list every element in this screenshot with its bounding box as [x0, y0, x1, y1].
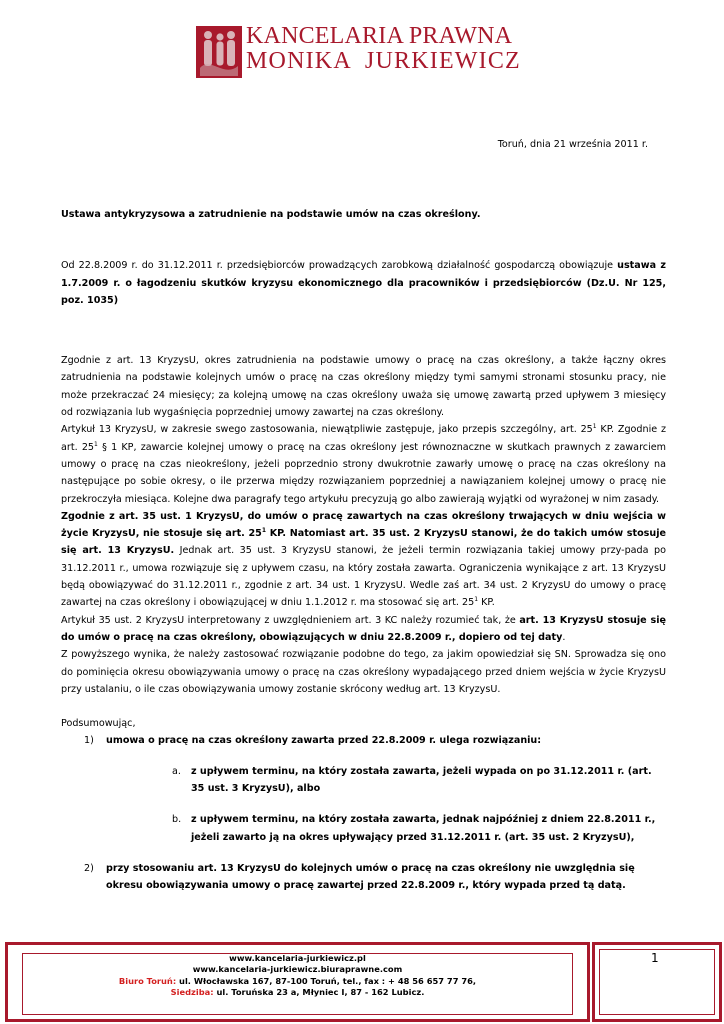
footer-office: Biuro Toruń: ul. Włocławska 167, 87-100 Toruń, tel., fax : + 48 56 657 77 76, — [118, 975, 477, 986]
list-item: 2) przy stosowaniu art. 13 KryzysU do kolejnych umów o pracę na czas określony nie uwzględnia się okresu obowiązywania umowy o pracę zawartej przed 22.8.2009 r., który wypada przed tą datą. — [84, 862, 635, 892]
paragraph-art35: Zgodnie z art. 35 ust. 1 KryzysU, do umów o pracę zawartych na czas określony trwających w dniu wejścia w życie KryzysU, nie stosuje się art. $25^1$ KP. Natomiast art. 35 ust. 2 KryzysU stanowi, że do takich umów stosuje się art. 13 KryzysU. Jednak art. 35 ust. 3 KryzysU stanowi, że jeżeli termin rozwiązania takiej umowy przy-pada po 31.12.2011 r., umowa rozwiązuje się z upływem czasu, na który została zawarta. Ograniczenia wynikające z art. 13 KryzysU będą obowiązywać do 31.12.2011 r., zgodnie z art. 34 ust. 1 KryzysU. Wedle zaś art. 34 ust. 2 KryzysU do umowy o pracę zawartej na czas określony i obowiązującej w dniu 1.1.2012 r. ma stosować się art. $25^1$ KP. — [61, 510, 667, 609]
document-title: Ustawa antykryzysowa a zatrudnienie na podstawie umów na czas określony. — [61, 209, 481, 220]
footer-website-2[interactable]: www.kancelaria-jurkiewicz.biuraprawne.com — [192, 964, 403, 975]
summary-list — [61, 732, 666, 894]
paragraph-art13: Zgodnie z art. 13 KryzysU, okres zatrudnienia na podstawie umowy o pracę na czas określony, a także łączny okres zatrudnienia na podstawie kolejnych umów o pracę na czas określony między tymi samymi stronami stosunku pracy, nie może przekraczać 24 miesięcy; za kolejną umowę na czas określony uważa się umowę zawartą przed upływem 3 miesięcy od rozwiązania lub wygaśnięcia poprzedniej umowy zawartej na czas określony. — [61, 355, 666, 419]
page-number: 1 — [651, 951, 659, 965]
paragraph-interpretation: Artykuł 35 ust. 2 KryzysU interpretowany z uwzględnieniem art. 3 KC należy rozumieć tak, że art. 13 KryzysU stosuje się do umów o pracę na czas określony, obowiązujących w dniu 22.8.2009 r., dopiero od tej daty. — [61, 614, 666, 643]
list-item: 1) umowa o pracę na czas określony zawarta przed 22.8.2009 r. ulega rozwiązaniu: a. z upływem terminu, na który została zawarta, jeżeli wypada on po 31.12.2011 r. (art. 35 ust. 3 KryzysU), albo b. z upływem terminu, na który została zawarta, jednak najpóźniej z dniem 22.8.2011 r., jeżeli zawarto ją na okres upływający przed 31.12.2011 r. (art. 35 ust. 2 KryzysU), — [61, 732, 666, 845]
footer-seat: Siedziba: ul. Toruńska 23 a, Młyniec I, 87 - 162 Lubicz. — [170, 987, 425, 998]
logo-line-1: KANCELARIA PRAWNA — [246, 23, 513, 49]
paragraph-conclusion: Z powyższego wynika, że należy zastosować rozwiązanie podobne do tego, za jakim opowiedział się SN. Sprowadza się ono do pominięcia okresu obowiązywania umowy o pracę na czas określony wypadającego przed dniem wejścia w życie KryzysU przy ustalaniu, o ile czas obowiązywania umowy zostanie skrócony według art. 13 KryzysU. — [61, 649, 666, 695]
footer-contact — [8, 953, 587, 999]
paragraph-intro: Od 22.8.2009 r. do 31.12.2011 r. przedsiębiorców prowadzących zarobkową działalność gospodarczą obowiązuje ustawa z 1.7.2009 r. o łagodzeniu skutków kryzysu ekonomicznego dla pracowników i przedsiębiorców (Dz.U. Nr 125, poz. 1035) — [61, 260, 666, 306]
people-figures-icon — [204, 31, 235, 66]
logo-wordmark — [246, 24, 521, 74]
list-subitem: b. z upływem terminu, na który została zawarta, jednak najpóźniej z dniem 22.8.2011 r., jeżeli zawarto ją na okres upływający przed 31.12.2011 r. (art. 35 ust. 2 KryzysU), — [172, 814, 656, 843]
footer-box — [5, 942, 590, 1022]
list-subitem: a. z upływem terminu, na który została zawarta, jeżeli wypada on po 31.12.2011 r. (art. 35 ust. 3 KryzysU), albo — [172, 765, 652, 795]
paragraph-art25: Artykuł 13 KryzysU, w zakresie swego zastosowania, niewątpliwie zastępuje, jako przepis szczególny, art. $25^1$ KP. Zgodnie z art. $25^1$ § 1 KP, zawarcie kolejnej umowy o pracę na czas określony jest równoznaczne w skutkach prawnych z zawarciem umowy o pracę na czas nieokreślony, jeżeli poprzednio strony dwukrotnie zawarły umowę o pracę na czas określony na następujące po sobie okresy, o ile przerwa między rozwiązaniem poprzedniej a nawiązaniem kolejnej umowy o pracę nie przekroczyła miesiąca. Kolejne dwa paragrafy tego artykułu precyzują go albo zawierają wyjątki od wyrażonej w nim zasady. — [61, 423, 666, 505]
document-date: Toruń, dnia 21 września 2011 r. — [497, 139, 648, 150]
page-number-box — [592, 942, 722, 1022]
summary-intro: Podsumowując, — [61, 718, 136, 730]
document-body — [61, 206, 666, 895]
footer-website-1[interactable]: www.kancelaria-jurkiewicz.pl — [229, 953, 366, 963]
logo-line-2: MONIKA JURKIEWICZ — [246, 48, 521, 74]
